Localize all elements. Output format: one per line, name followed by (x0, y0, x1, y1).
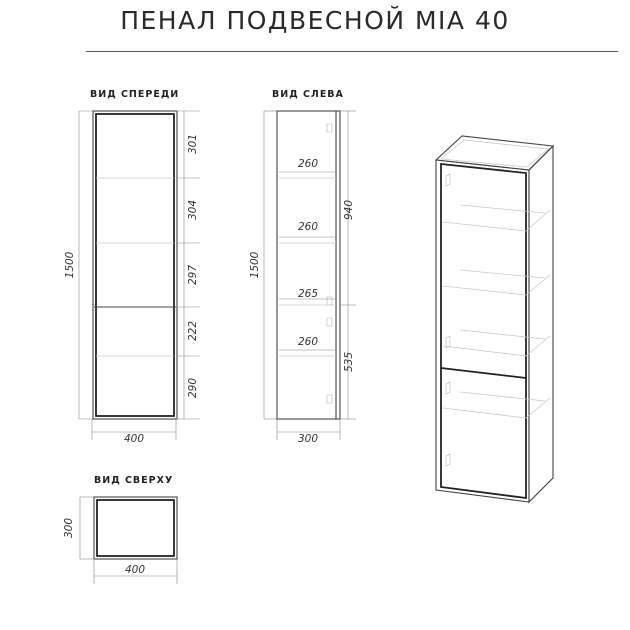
iso-door-split (441, 368, 526, 378)
top-inner (97, 500, 174, 556)
left-shelf-depth-3: 265 (297, 288, 319, 300)
iso-side-face (529, 146, 553, 502)
left-view-label: ВИД СЛЕВА (272, 89, 344, 100)
left-width-dim: 300 (297, 433, 319, 445)
front-height-dim: 1500 (64, 251, 76, 279)
left-shelf-depth-2: 260 (297, 221, 319, 233)
front-section-5: 290 (187, 377, 199, 399)
left-height-dim: 1500 (249, 251, 261, 279)
iso-shelf-back-4 (460, 392, 545, 401)
iso-shelf-back-1 (460, 205, 545, 213)
iso-shelf-1 (443, 210, 550, 231)
perspective-view (436, 136, 553, 502)
front-view-label: ВИД СПЕРЕДИ (90, 89, 180, 100)
top-width-dim: 400 (124, 564, 146, 576)
left-hinge-1 (327, 124, 332, 132)
left-shelf-depth-1: 260 (297, 158, 319, 170)
front-section-2: 304 (187, 199, 199, 221)
left-hinge-3 (327, 318, 332, 326)
left-upper-dim: 940 (343, 199, 355, 221)
front-width-dim: 400 (123, 433, 145, 445)
iso-shelf-2 (443, 275, 550, 295)
front-door-frame (96, 114, 174, 416)
top-view (63, 475, 177, 584)
front-body (93, 111, 177, 419)
front-view (64, 89, 200, 445)
front-section-4: 222 (187, 320, 199, 342)
left-hinge-4 (327, 395, 332, 403)
left-shelf-depth-4: 260 (297, 336, 319, 348)
left-view (249, 89, 356, 445)
iso-shelf-4 (443, 398, 550, 418)
top-body (94, 497, 177, 559)
left-lower-dim: 535 (343, 351, 355, 373)
iso-shelf-back-3 (460, 330, 545, 339)
front-section-3: 297 (187, 264, 199, 286)
left-hinge-2 (327, 297, 332, 305)
top-view-label: ВИД СВЕРХУ (94, 475, 174, 486)
iso-hinge-4 (446, 454, 450, 466)
iso-hinge-3 (446, 382, 450, 394)
iso-front-face (436, 160, 529, 502)
iso-shelf-3 (443, 336, 550, 356)
top-depth-dim: 300 (63, 517, 75, 539)
iso-door (441, 164, 526, 498)
iso-shelf-back-2 (460, 270, 545, 278)
iso-hinge-1 (446, 174, 450, 186)
page-title: ПЕНАЛ ПОДВЕСНОЙ MIA 40 (120, 6, 510, 35)
front-section-1: 301 (187, 133, 199, 155)
